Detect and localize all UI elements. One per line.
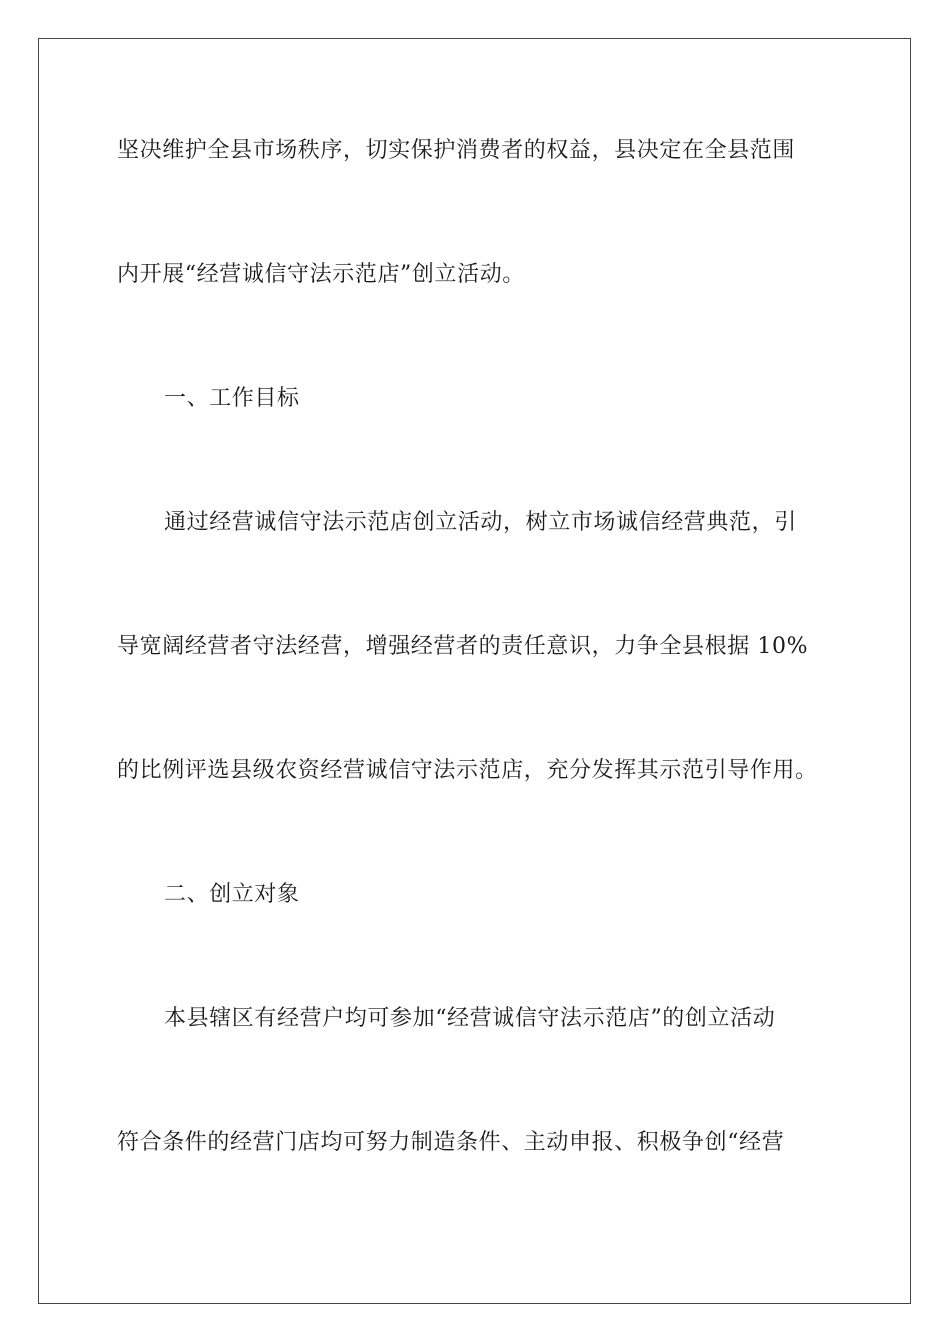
- body-text-line: 内开展“经营诚信守法示范店”创立活动。: [117, 262, 525, 287]
- body-text-line: 通过经营诚信守法示范店创立活动，树立市场诚信经营典范，引: [164, 510, 797, 535]
- page-border: [38, 38, 911, 1304]
- body-text-line: 的比例评选县级农资经营诚信守法示范店，充分发挥其示范引导作用。: [117, 758, 818, 783]
- body-text-line: 导宽阔经营者守法经营，增强经营者的责任意识，力争全县根据 10%: [117, 634, 809, 659]
- body-text-line: 坚决维护全县市场秩序，切实保护消费者的权益，县决定在全县范围: [117, 138, 796, 163]
- section-heading: 二、创立对象: [164, 882, 300, 907]
- section-heading: 一、工作目标: [164, 386, 300, 411]
- body-text-line: 符合条件的经营门店均可努力制造条件、主动申报、积极争创“经营: [117, 1130, 785, 1155]
- body-text-line: 本县辖区有经营户均可参加“经营诚信守法示范店”的创立活动: [164, 1006, 776, 1031]
